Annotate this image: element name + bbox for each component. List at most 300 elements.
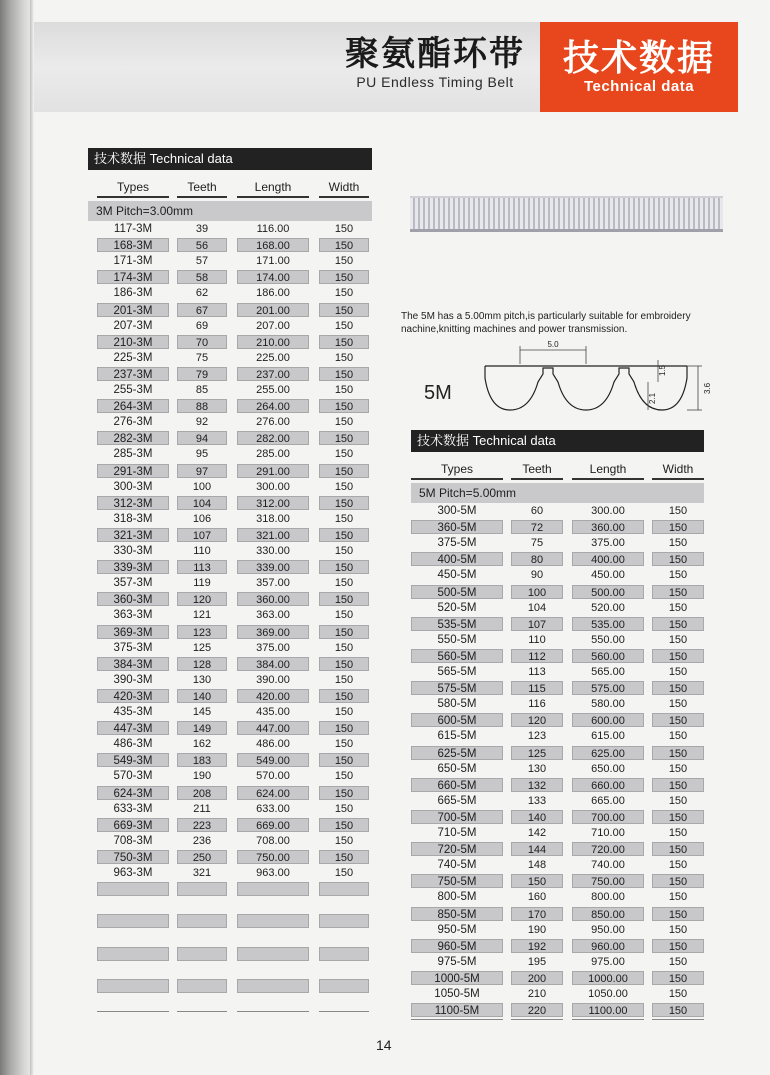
table-cell: 70: [177, 335, 227, 349]
table-cell: 700-5M: [411, 810, 503, 824]
table-cell: 150: [652, 681, 704, 695]
empty-cell: [177, 914, 227, 928]
table-cell: 321.00: [237, 528, 309, 542]
empty-cell: [177, 882, 227, 896]
table-cell: 100: [511, 585, 563, 599]
belt-description: The 5M has a 5.00mm pitch,is particularly suitable for embroidery nachine,knitting machines and power transmission.: [401, 311, 691, 335]
table-cell: 312.00: [237, 496, 309, 510]
table-cell: 168.00: [237, 238, 309, 252]
table-cell: 150: [334, 512, 354, 525]
table-cell: 150: [319, 367, 369, 381]
table-cell: 150: [319, 818, 369, 832]
table-cell: 150: [652, 939, 704, 953]
table-cell: 560-5M: [411, 649, 503, 663]
table-cell: 282.00: [237, 431, 309, 445]
empty-cell: [97, 914, 169, 928]
table-cell: 85: [195, 384, 209, 396]
table-cell: 150: [319, 528, 369, 542]
table-cell: 255-3M: [113, 384, 153, 396]
column-header-width: Width: [319, 180, 369, 198]
table-title: 技术数据 Technical data: [88, 148, 372, 170]
table-cell: 200: [511, 971, 563, 985]
dim-tooth: 1.5: [658, 364, 667, 376]
table-cell: 100: [192, 480, 212, 493]
empty-cell: [177, 995, 227, 1009]
table-cell: 121: [192, 609, 212, 622]
table-cell: 312-3M: [97, 496, 169, 510]
book-spine-shadow: [0, 0, 34, 1075]
table-cell: 375.00: [591, 537, 625, 550]
table-cell: 150: [319, 464, 369, 478]
table-cell: 149: [177, 721, 227, 735]
table-cell: 104: [177, 496, 227, 510]
table-cell: 700.00: [572, 810, 644, 824]
table-cell: 210.00: [237, 335, 309, 349]
table-cell: 150: [319, 270, 369, 284]
table-cell: 207.00: [256, 319, 290, 332]
table-cell: 570.00: [256, 770, 290, 783]
table-cell: 190: [527, 923, 547, 936]
table-cell: 975-5M: [437, 955, 477, 968]
table-cell: 150: [652, 907, 704, 921]
table-cell: 210-3M: [97, 335, 169, 349]
table-cell: 144: [511, 842, 563, 856]
table-cell: 56: [177, 238, 227, 252]
header-title-cn: 聚氨酯环带: [345, 35, 525, 73]
table-cell: 39: [195, 223, 209, 235]
table-cell: 140: [511, 810, 563, 824]
table-cell: 150: [652, 1003, 704, 1017]
table-cell: 150: [668, 955, 688, 968]
table-cell: 665.00: [591, 794, 625, 807]
table-cell: 669-3M: [97, 818, 169, 832]
empty-cell: [319, 963, 369, 977]
empty-cell: [319, 914, 369, 928]
table-cell: 150: [334, 738, 354, 751]
table-cell: 1000.00: [572, 971, 644, 985]
table-title: 技术数据 Technical data: [411, 430, 704, 452]
table-cell: 500.00: [572, 585, 644, 599]
table-cell: 142: [527, 827, 547, 839]
table-cell: 435-3M: [113, 706, 153, 718]
table-cell: 117-3M: [113, 223, 153, 235]
table-cell: 450-5M: [437, 569, 477, 582]
table-cell: 339.00: [237, 560, 309, 574]
table-cell: 150: [319, 753, 369, 767]
empty-cell: [237, 882, 309, 896]
table-cell: 339-3M: [97, 560, 169, 574]
empty-cell: [319, 930, 369, 944]
empty-cell: [319, 898, 369, 912]
header-title: [340, 36, 530, 90]
table-cell: 150: [668, 730, 688, 743]
table-cell: 321: [192, 867, 212, 879]
empty-cell: [97, 979, 169, 993]
table-cell: 94: [177, 431, 227, 445]
empty-cell: [177, 930, 227, 944]
table-cell: 112: [511, 649, 563, 663]
table-cell: 201.00: [237, 303, 309, 317]
table-cell: 550-5M: [437, 633, 477, 646]
table-cell: 250: [177, 850, 227, 864]
table-cell: 580-5M: [437, 698, 477, 711]
table-cell: 150: [652, 520, 704, 534]
table-cell: 600-5M: [411, 713, 503, 727]
table-cell: 160: [527, 891, 547, 904]
table-cell: 800-5M: [437, 891, 477, 904]
table-cell: 150: [668, 891, 688, 904]
table-cell: 615-5M: [437, 730, 477, 743]
column-bottom-rule: [319, 1011, 369, 1012]
table-cell: 150: [319, 786, 369, 800]
table-cell: 390-3M: [113, 673, 153, 686]
table-cell: 107: [177, 528, 227, 542]
table-cell: 520-5M: [437, 601, 477, 614]
table-cell: 150: [334, 287, 354, 300]
table-cell: 120: [177, 592, 227, 606]
column-bottom-rule: [177, 1011, 227, 1012]
table-cell: 570-3M: [113, 770, 153, 783]
table-cell: 150: [668, 666, 688, 678]
table-cell: 549-3M: [97, 753, 169, 767]
table-cell: 150: [334, 416, 354, 429]
table-cell: 150: [668, 569, 688, 582]
table-cell: 963.00: [256, 867, 290, 879]
table-cell: 447-3M: [97, 721, 169, 735]
table-cell: 850.00: [572, 907, 644, 921]
table-cell: 106: [192, 512, 212, 525]
header-badge-cn: 技术数据: [562, 37, 715, 78]
table-cell: 168-3M: [97, 238, 169, 252]
table-cell: 660.00: [572, 778, 644, 792]
table-cell: 624-3M: [97, 786, 169, 800]
table-cell: 150: [334, 770, 354, 783]
column-bottom-rule: [411, 1019, 503, 1020]
table-cell: 1100.00: [572, 1003, 644, 1017]
table-cell: 850-5M: [411, 907, 503, 921]
empty-cell: [237, 979, 309, 993]
table-cell: 133: [527, 794, 547, 807]
table-cell: 150: [334, 867, 354, 879]
table-cell: 97: [177, 464, 227, 478]
table-cell: 375-5M: [437, 537, 477, 550]
table-cell: 150: [652, 874, 704, 888]
table-cell: 192: [511, 939, 563, 953]
empty-cell: [177, 898, 227, 912]
table-cell: 150: [334, 673, 354, 686]
table-cell: 57: [195, 255, 209, 268]
table-cell: 960-5M: [411, 939, 503, 953]
table-cell: 300.00: [591, 505, 625, 517]
table-cell: 300.00: [256, 480, 290, 493]
table-cell: 255.00: [256, 384, 290, 396]
table-cell: 69: [195, 319, 209, 332]
table-cell: 360-5M: [411, 520, 503, 534]
table-cell: 113: [177, 560, 227, 574]
table-cell: 710-5M: [437, 827, 477, 839]
column-header-types: Types: [411, 462, 503, 480]
empty-cell: [237, 963, 309, 977]
empty-cell: [97, 947, 169, 961]
table-cell: 800.00: [591, 891, 625, 904]
table-cell: 150: [334, 319, 354, 332]
table-cell: 92: [195, 416, 209, 429]
table-cell: 150: [319, 431, 369, 445]
table-cell: 264.00: [237, 399, 309, 413]
empty-cell: [237, 898, 309, 912]
page-number: 14: [376, 1037, 392, 1053]
table-cell: 150: [334, 255, 354, 268]
table-cell: 150: [668, 794, 688, 807]
table-cell: 150: [652, 617, 704, 631]
table-cell: 79: [177, 367, 227, 381]
table-cell: 400.00: [572, 552, 644, 566]
table-cell: 975.00: [591, 955, 625, 968]
column-header-teeth: Teeth: [511, 462, 563, 480]
table-cell: 1050-5M: [434, 988, 480, 1000]
table-cell: 420.00: [237, 689, 309, 703]
table-cell: 58: [177, 270, 227, 284]
column-header-teeth: Teeth: [177, 180, 227, 198]
header-title-en: PU Endless Timing Belt: [356, 74, 514, 90]
table-cell: 150: [334, 223, 354, 235]
table-cell: 357-3M: [113, 577, 153, 590]
table-cell: 450.00: [591, 569, 625, 582]
table-cell: 116.00: [256, 223, 290, 235]
table-cell: 400-5M: [411, 552, 503, 566]
table-cell: 357.00: [256, 577, 290, 590]
table-cell: 633.00: [256, 802, 290, 815]
table-cell: 384.00: [237, 657, 309, 671]
table-cell: 950-5M: [437, 923, 477, 936]
table-cell: 80: [511, 552, 563, 566]
table-cell: 120: [511, 713, 563, 727]
table-cell: 67: [177, 303, 227, 317]
table-cell: 520.00: [591, 601, 625, 614]
table-cell: 560.00: [572, 649, 644, 663]
table-cell: 369.00: [237, 625, 309, 639]
empty-cell: [237, 914, 309, 928]
table-cell: 223: [177, 818, 227, 832]
table-cell: 95: [195, 448, 209, 461]
table-cell: 375.00: [256, 641, 290, 654]
table-cell: 565.00: [591, 666, 625, 678]
table-cell: 360.00: [237, 592, 309, 606]
table-cell: 665-5M: [437, 794, 477, 807]
table-cell: 150: [319, 399, 369, 413]
table-cell: 150: [319, 721, 369, 735]
table-cell: 60: [530, 505, 544, 517]
empty-cell: [237, 947, 309, 961]
table-cell: 960.00: [572, 939, 644, 953]
column-bottom-rule: [652, 1019, 704, 1020]
table-cell: 237-3M: [97, 367, 169, 381]
table-cell: 282-3M: [97, 431, 169, 445]
table-cell: 435.00: [256, 706, 290, 718]
table-cell: 113: [528, 666, 546, 678]
table-cell: 236: [192, 834, 212, 847]
table-cell: 211: [193, 802, 211, 815]
empty-cell: [97, 898, 169, 912]
table-cell: 150: [319, 560, 369, 574]
table-cell: 363.00: [256, 609, 290, 622]
table-cell: 615.00: [591, 730, 625, 743]
table-cell: 1100-5M: [411, 1003, 503, 1017]
table-cell: 291-3M: [97, 464, 169, 478]
table-cell: 750-3M: [97, 850, 169, 864]
table-cell: 104: [527, 601, 547, 614]
table-cell: 237.00: [237, 367, 309, 381]
header-badge: [540, 22, 738, 112]
dim-pitch: 5.0: [547, 340, 559, 349]
dim-base: 2.1: [648, 392, 657, 404]
table-cell: 150: [668, 762, 688, 775]
dim-total: 3.6: [703, 382, 712, 394]
table-cell: 207-3M: [113, 319, 153, 332]
empty-cell: [237, 995, 309, 1009]
table-cell: 150: [668, 505, 688, 517]
table-cell: 150: [668, 988, 688, 1000]
pitch-row: 3M Pitch=3.00mm: [88, 201, 372, 221]
empty-cell: [97, 995, 169, 1009]
table-cell: 363-3M: [113, 609, 153, 622]
table-cell: 128: [177, 657, 227, 671]
table-cell: 150: [334, 834, 354, 847]
table-cell: 264-3M: [97, 399, 169, 413]
table-cell: 150: [319, 657, 369, 671]
table-cell: 150: [319, 689, 369, 703]
table-cell: 708.00: [256, 834, 290, 847]
tooth-profile-diagram: [480, 338, 720, 418]
column-header-length: Length: [572, 462, 644, 480]
table-cell: 390.00: [256, 673, 290, 686]
table-cell: 624.00: [237, 786, 309, 800]
table-cell: 1050.00: [588, 988, 628, 1000]
column-header-width: Width: [652, 462, 704, 480]
table-cell: 360.00: [572, 520, 644, 534]
table-cell: 150: [319, 335, 369, 349]
table-cell: 107: [511, 617, 563, 631]
table-cell: 130: [527, 762, 547, 775]
table-cell: 150: [652, 746, 704, 760]
table-cell: 150: [319, 625, 369, 639]
table-cell: 123: [177, 625, 227, 639]
table-cell: 150: [668, 601, 688, 614]
table-cell: 88: [177, 399, 227, 413]
table-cell: 115: [511, 681, 563, 695]
table-cell: 195: [527, 955, 547, 968]
table-cell: 300-3M: [113, 480, 153, 493]
table-cell: 148: [527, 859, 547, 872]
table-cell: 740.00: [591, 859, 625, 872]
table-cell: 150: [668, 698, 688, 711]
table-cell: 750-5M: [411, 874, 503, 888]
table-cell: 150: [668, 537, 688, 550]
column-header-length: Length: [237, 180, 309, 198]
pitch-row: 5M Pitch=5.00mm: [411, 483, 704, 503]
empty-cell: [97, 882, 169, 896]
table-cell: 171.00: [256, 255, 290, 268]
table-cell: 600.00: [572, 713, 644, 727]
column-bottom-rule: [237, 1011, 309, 1012]
table-cell: 190: [192, 770, 212, 783]
table-cell: 174-3M: [97, 270, 169, 284]
table-cell: 150: [334, 384, 354, 396]
table-cell: 150: [652, 585, 704, 599]
table-cell: 174.00: [237, 270, 309, 284]
belt-photo: [410, 196, 723, 232]
empty-cell: [177, 979, 227, 993]
table-cell: 150: [334, 545, 354, 557]
column-bottom-rule: [511, 1019, 563, 1020]
table-cell: 276.00: [256, 416, 290, 429]
header-badge-en: Technical data: [583, 78, 695, 95]
table-cell: 62: [195, 287, 209, 300]
table-cell: 486-3M: [113, 738, 153, 751]
table-cell: 1000-5M: [411, 971, 503, 985]
table-cell: 125: [511, 746, 563, 760]
table-cell: 150: [334, 577, 354, 590]
table-cell: 150: [319, 238, 369, 252]
column-bottom-rule: [572, 1019, 644, 1020]
table-cell: 740-5M: [437, 859, 477, 872]
table-cell: 318-3M: [113, 512, 153, 525]
table-cell: 565-5M: [437, 666, 477, 678]
table-cell: 110: [528, 633, 546, 646]
table-cell: 486.00: [256, 738, 290, 751]
table-cell: 72: [511, 520, 563, 534]
table-cell: 210: [527, 988, 547, 1000]
table-cell: 150: [319, 850, 369, 864]
table-cell: 183: [177, 753, 227, 767]
table-cell: 90: [530, 569, 544, 582]
profile-label: 5M: [424, 382, 452, 404]
table-cell: 549.00: [237, 753, 309, 767]
table-cell: 575.00: [572, 681, 644, 695]
page-edge: [30, 0, 34, 1075]
table-cell: 650.00: [591, 762, 625, 775]
table-cell: 125: [192, 641, 212, 654]
table-cell: 535.00: [572, 617, 644, 631]
table-cell: 150: [334, 706, 354, 718]
empty-cell: [237, 930, 309, 944]
table-cell: 110: [193, 545, 211, 557]
table-cell: 720-5M: [411, 842, 503, 856]
table-cell: 625.00: [572, 746, 644, 760]
table-cell: 318.00: [256, 512, 290, 525]
table-cell: 150: [652, 971, 704, 985]
table-cell: 633-3M: [113, 802, 153, 815]
column-bottom-rule: [97, 1011, 169, 1012]
empty-cell: [319, 882, 369, 896]
table-cell: 140: [177, 689, 227, 703]
table-cell: 162: [192, 738, 212, 751]
table-cell: 150: [652, 649, 704, 663]
table-cell: 360-3M: [97, 592, 169, 606]
table-cell: 132: [511, 778, 563, 792]
table-cell: 150: [319, 496, 369, 510]
table-cell: 150: [334, 480, 354, 493]
table-cell: 150: [334, 609, 354, 622]
table-cell: 375-3M: [113, 641, 153, 654]
table-cell: 550.00: [591, 633, 625, 646]
table-cell: 150: [668, 633, 688, 646]
table-cell: 145: [192, 706, 212, 718]
table-cell: 150: [652, 552, 704, 566]
table-cell: 575-5M: [411, 681, 503, 695]
empty-cell: [319, 995, 369, 1009]
table-cell: 708-3M: [113, 834, 153, 847]
